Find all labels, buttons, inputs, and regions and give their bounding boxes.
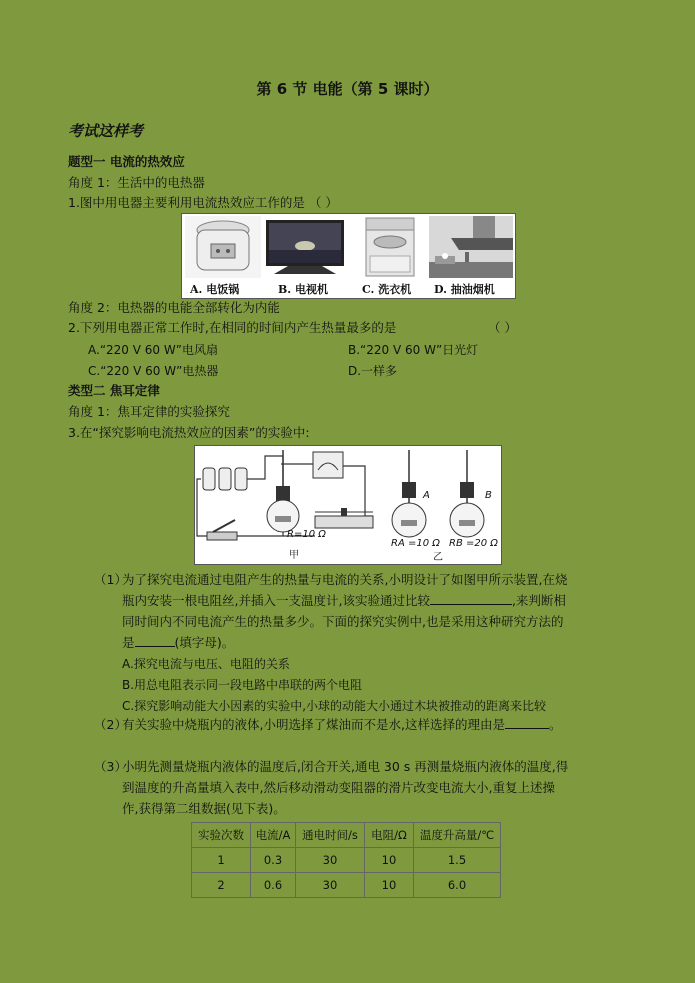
television-image xyxy=(264,216,346,278)
figure-yi-label: 乙 xyxy=(433,552,443,563)
sub1-option-c: C.探究影响动能大小因素的实验中,小球的动能大小通过木块被推动的距离来比较 xyxy=(122,699,547,713)
question-3: 3.在“探究影响电流热效应的因素”的实验中: xyxy=(68,425,310,440)
sub1-option-a: A.探究电流与电压、电阻的关系 xyxy=(122,657,290,671)
question-1: 1.图中用电器主要利用电流热效应工作的是 （ ） xyxy=(68,195,338,210)
rice-cooker-image xyxy=(185,216,261,278)
sub1-number: （1） xyxy=(94,572,127,587)
caption-b: B. 电视机 xyxy=(278,283,328,296)
table-header: 温度升高量/℃ xyxy=(414,823,501,848)
table-cell: 10 xyxy=(365,873,414,898)
caption-d: D. 抽油烟机 xyxy=(434,283,495,296)
range-hood-image xyxy=(429,216,513,278)
sub3-line3: 作,获得第二组数据(见下表)。 xyxy=(122,801,286,816)
table-header: 实验次数 xyxy=(192,823,251,848)
table-header: 电阻/Ω xyxy=(365,823,414,848)
sub3-number: （3） xyxy=(94,759,127,774)
caption-a: A. 电饭锅 xyxy=(190,283,240,296)
table-cell: 30 xyxy=(296,873,365,898)
resistor-label: R=10 Ω xyxy=(287,529,326,540)
sub3-line2: 到温度的升高量填入表中,然后移动滑动变阻器的滑片改变电流大小,重复上述操 xyxy=(122,780,555,795)
flask-b-label: B xyxy=(485,490,492,501)
sub1-line2: 瓶内安装一根电阻丝,并插入一支温度计,该实验通过比较 ,来判断相 xyxy=(122,593,566,608)
washing-machine-image xyxy=(354,216,426,278)
table-cell: 1 xyxy=(192,848,251,873)
q2-option-b: B.“220 V 60 W”日光灯 xyxy=(348,343,479,357)
type1-angle1: 角度 1：生活中的电热器 xyxy=(68,175,205,190)
answer-blank-3[interactable] xyxy=(505,728,549,729)
table-cell: 0.6 xyxy=(251,873,296,898)
q2-option-c: C.“220 V 60 W”电热器 xyxy=(88,364,219,378)
table-cell: 1.5 xyxy=(414,848,501,873)
table-cell: 6.0 xyxy=(414,873,501,898)
question-2-paren: （ ） xyxy=(488,320,517,335)
sub1-option-b: B.用总电阻表示同一段电路中串联的两个电阻 xyxy=(122,678,363,692)
sub2-number: （2） xyxy=(94,717,127,732)
type1-angle2: 角度 2：电热器的电能全部转化为内能 xyxy=(68,300,280,315)
figure-jia-label: 甲 xyxy=(289,550,299,561)
table-header-row xyxy=(192,823,501,848)
answer-blank-2[interactable] xyxy=(135,646,175,647)
table-cell: 30 xyxy=(296,848,365,873)
type1-heading: 题型一 电流的热效应 xyxy=(68,154,185,169)
page-title: 第 6 节 电能（第 5 课时） xyxy=(256,80,439,98)
table-header: 通电时间/s xyxy=(296,823,365,848)
resistor-b-label: RB =20 Ω xyxy=(449,538,498,549)
sub2-text: 有关实验中烧瓶内的液体,小明选择了煤油而不是水,这样选择的理由是 。 xyxy=(122,717,562,732)
resistor-a-label: RA =10 Ω xyxy=(391,538,440,549)
sub3-line1: 小明先测量烧瓶内液体的温度后,闭合开关,通电 30 s 再测量烧瓶内液体的温度,得 xyxy=(122,759,569,774)
type2-heading: 类型二 焦耳定律 xyxy=(68,383,160,398)
table-cell: 0.3 xyxy=(251,848,296,873)
type2-angle1: 角度 1：焦耳定律的实验探究 xyxy=(68,404,230,419)
experiment-diagram xyxy=(194,445,502,565)
flask-a-label: A xyxy=(423,490,430,501)
q2-option-d: D.一样多 xyxy=(348,364,398,378)
table-cell: 2 xyxy=(192,873,251,898)
section-heading: 考试这样考 xyxy=(68,122,144,140)
sub1-line3: 同时间内不同电流产生的热量多少。下面的探究实例中,也是采用这种研究方法的 xyxy=(122,614,564,629)
caption-c: C. 洗衣机 xyxy=(362,283,412,296)
table-row xyxy=(192,873,501,898)
table-header: 电流/A xyxy=(251,823,296,848)
sub1-line1: 为了探究电流通过电阻产生的热量与电流的关系,小明设计了如图甲所示装置,在烧 xyxy=(122,572,568,587)
results-table xyxy=(191,822,501,898)
sub1-line4: 是 (填字母)。 xyxy=(122,635,235,650)
table-row xyxy=(192,848,501,873)
q2-option-a: A.“220 V 60 W”电风扇 xyxy=(88,343,218,357)
question-2: 2.下列用电器正常工作时,在相同的时间内产生热量最多的是 xyxy=(68,320,397,335)
appliance-photos xyxy=(181,213,516,299)
answer-blank-1[interactable] xyxy=(430,604,512,605)
table-cell: 10 xyxy=(365,848,414,873)
